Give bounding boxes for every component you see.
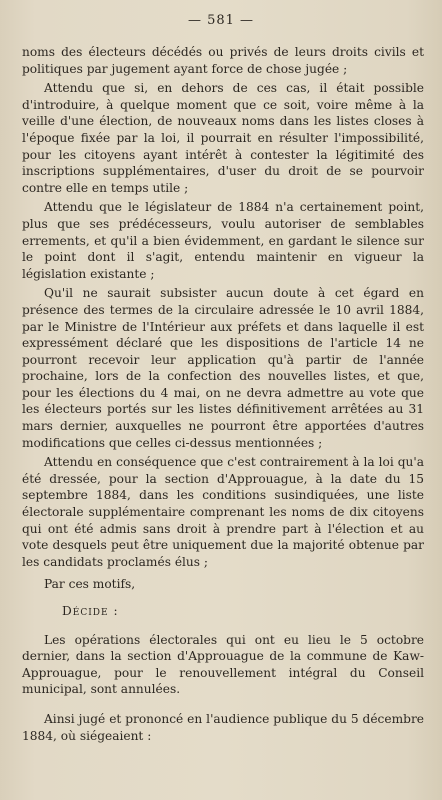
final-paragraph: Ainsi jugé et prononcé en l'audience publique du 5 décembre 1884, où siégeaient : — [22, 711, 424, 743]
document-body — [22, 44, 424, 747]
operations-paragraph: Les opérations électorales qui ont eu lieu le 5 octobre dernier, dans la section d'Approuague de la commune de Kaw-Approuague, pour le renouvellement intégral du Conseil municipal, sont annulées. — [22, 632, 424, 697]
page-number: — 581 — — [187, 13, 255, 28]
paragraph-3: Attendu que le législateur de 1884 n'a certainement point, plus que ses prédécesseurs, voulu autoriser de semblables errements, et qu'il a bien évidemment, en gardant le silence sur le point dont il s'agit, entendu maintenir en vigueur la législation existante ; — [22, 200, 424, 281]
paragraph-4: Qu'il ne saurait subsister aucun doute à cet égard en présence des termes de la circulaire adressée le 10 avril 1884, par le Ministre de l'Intérieur aux préfets et dans laquelle il est expressément déclaré que les dispositions de l'article 14 ne pourront recevoir leur application qu'à partir de l'année prochaine, lors de la confection des nouvelles listes, et que, pour les élections du 4 mai, on ne devra admettre au vote que les électeurs portés sur les listes définitivement arrêtées au 31 mars dernier, auxquelles ne pourront être apportées d'autres modifications que celles ci-dessus mentionnées ; — [22, 286, 424, 450]
motifs-line: Par ces motifs, — [44, 577, 136, 592]
paragraph-1: noms des électeurs décédés ou privés de leurs droits civils et politiques par jugement ayant force de chose jugée ; — [22, 45, 424, 76]
paragraph-2: Attendu que si, en dehors de ces cas, il était possible d'introduire, à quelque moment que ce soit, voire même à la veille d'une élection, de nouveaux noms dans les listes closes à l'époque fixée par la loi, il pourrait en résulter l'impossibilité, pour les citoyens ayant intérêt à contester la légitimité des inscriptions supplémentaires, d'user du droit de se pourvoir contre elle en temps utile ; — [22, 81, 424, 195]
paragraph-5: Attendu en conséquence que c'est contrairement à la loi qu'a été dressée, pour la section d'Approuague, à la date du 15 septembre 1884, dans les conditions susindiquées, une liste électorale supplémentaire comprenant les noms de dix citoyens qui ont été admis sans droit à prendre part à l'élection et au vote desquels peut être uniquement due la majorité obtenue par les candidats proclamés élus ; — [22, 455, 424, 569]
decide-heading: Décide : — [62, 604, 119, 618]
